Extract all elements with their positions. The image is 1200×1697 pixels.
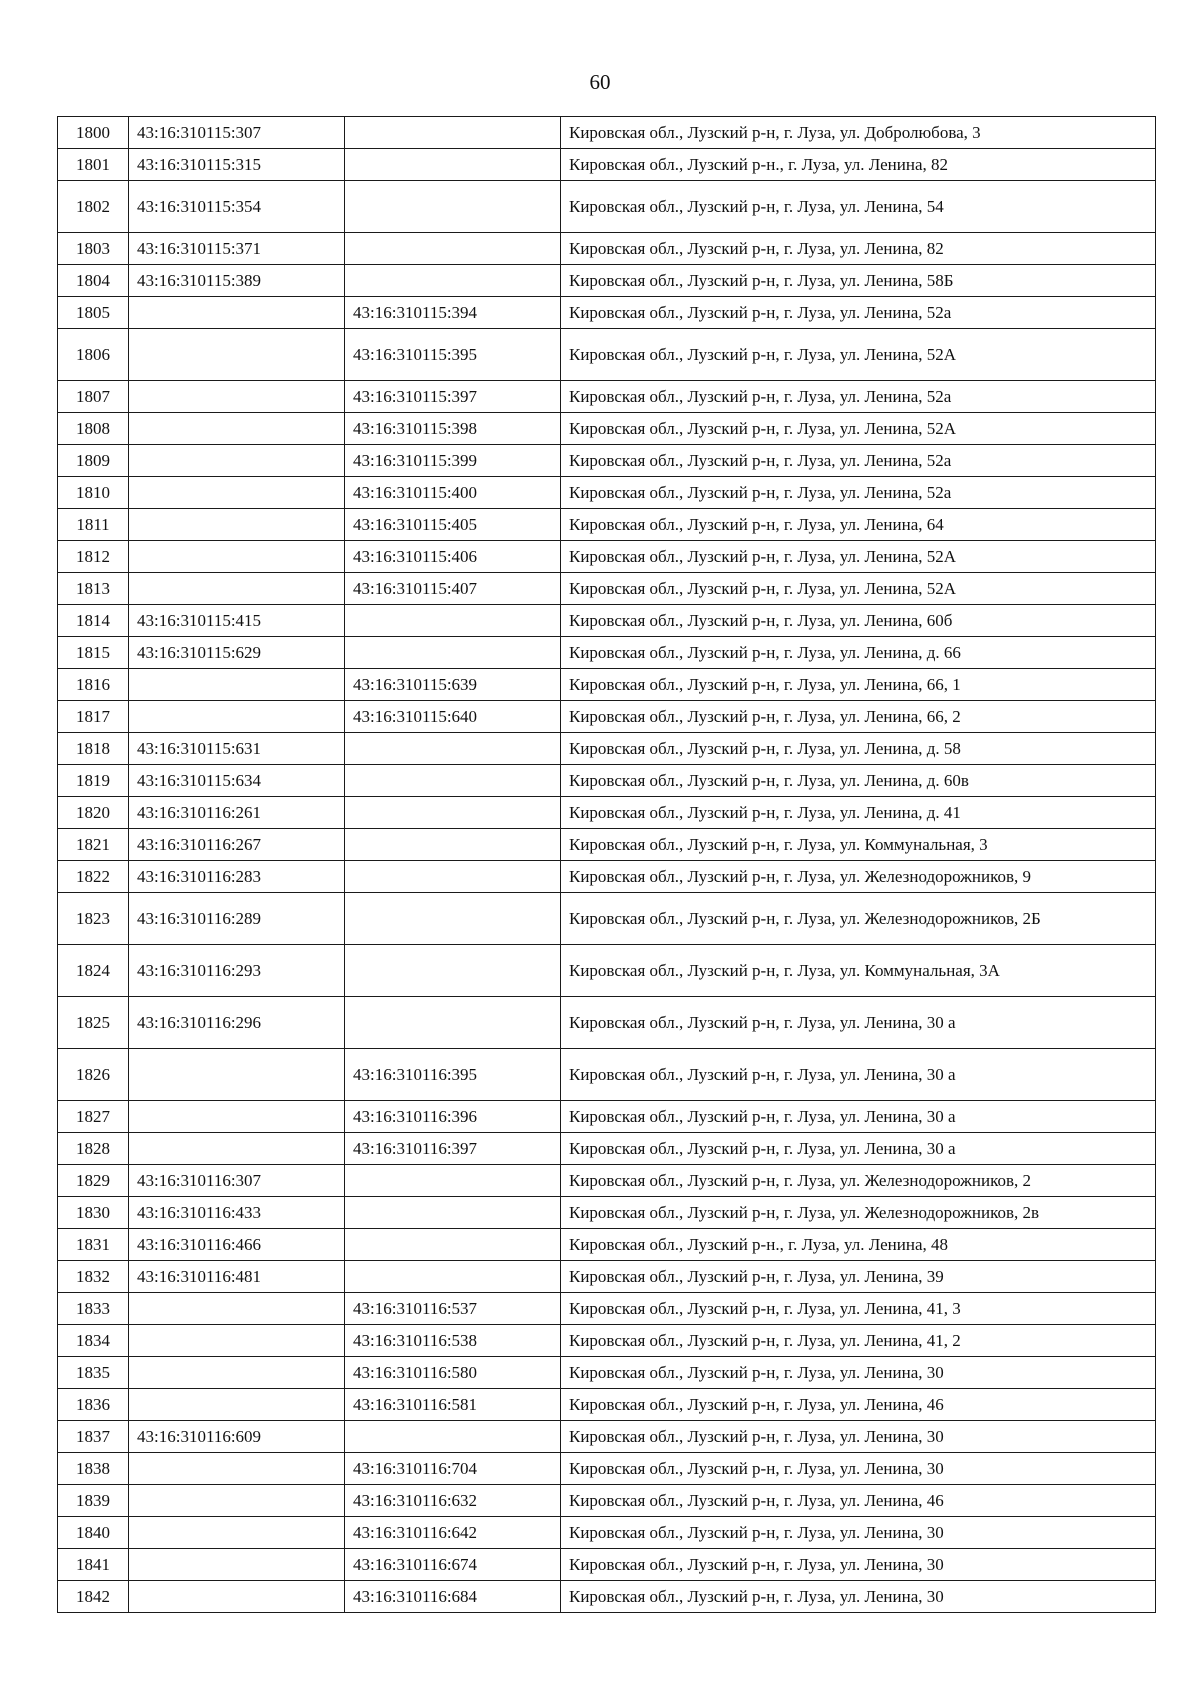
cadastral-number-cell: 43:16:310116:261 [129, 797, 345, 829]
cadastral-number-cell [129, 1049, 345, 1101]
cadastral-number-cell [129, 1549, 345, 1581]
row-number-cell: 1822 [58, 861, 129, 893]
address-cell: Кировская обл., Лузский р-н, г. Луза, ул. Ленина, 58Б [561, 265, 1156, 297]
row-number-cell: 1830 [58, 1197, 129, 1229]
address-cell: Кировская обл., Лузский р-н, г. Луза, ул. Ленина, д. 41 [561, 797, 1156, 829]
cadastral-number-cell [129, 445, 345, 477]
cadastral-number-cell [129, 413, 345, 445]
row-number-cell: 1827 [58, 1101, 129, 1133]
cadastral-number-cell: 43:16:310115:315 [129, 149, 345, 181]
cadastral-number-cell: 43:16:310116:481 [129, 1261, 345, 1293]
object-cadastral-number-cell: 43:16:310116:397 [345, 1133, 561, 1165]
row-number-cell: 1815 [58, 637, 129, 669]
row-number-cell: 1814 [58, 605, 129, 637]
address-cell: Кировская обл., Лузский р-н, г. Луза, ул. Ленина, д. 58 [561, 733, 1156, 765]
address-cell: Кировская обл., Лузский р-н, г. Луза, ул. Ленина, 30 [561, 1581, 1156, 1613]
cadastral-number-cell [129, 1389, 345, 1421]
table-row [58, 605, 1156, 637]
row-number-cell: 1836 [58, 1389, 129, 1421]
row-number-cell: 1835 [58, 1357, 129, 1389]
table-row [58, 233, 1156, 265]
table-row [58, 413, 1156, 445]
address-cell: Кировская обл., Лузский р-н, г. Луза, ул. Ленина, 30 [561, 1357, 1156, 1389]
object-cadastral-number-cell: 43:16:310115:407 [345, 573, 561, 605]
table-row [58, 797, 1156, 829]
object-cadastral-number-cell [345, 997, 561, 1049]
address-cell: Кировская обл., Лузский р-н, г. Луза, ул. Ленина, 30 [561, 1453, 1156, 1485]
row-number-cell: 1812 [58, 541, 129, 573]
table-row [58, 1229, 1156, 1261]
cadastral-number-cell [129, 1325, 345, 1357]
address-cell: Кировская обл., Лузский р-н, г. Луза, ул. Коммунальная, 3 [561, 829, 1156, 861]
row-number-cell: 1842 [58, 1581, 129, 1613]
cadastral-number-cell: 43:16:310116:267 [129, 829, 345, 861]
address-cell: Кировская обл., Лузский р-н, г. Луза, ул. Ленина, д. 66 [561, 637, 1156, 669]
table-row [58, 297, 1156, 329]
cadastral-number-cell [129, 509, 345, 541]
cadastral-number-cell [129, 477, 345, 509]
cadastral-number-cell: 43:16:310116:433 [129, 1197, 345, 1229]
row-number-cell: 1820 [58, 797, 129, 829]
cadastral-number-cell [129, 1293, 345, 1325]
row-number-cell: 1804 [58, 265, 129, 297]
address-cell: Кировская обл., Лузский р-н, г. Луза, ул. Ленина, 30 а [561, 1101, 1156, 1133]
cadastral-number-cell [129, 1581, 345, 1613]
table-row [58, 765, 1156, 797]
object-cadastral-number-cell [345, 117, 561, 149]
address-cell: Кировская обл., Лузский р-н, г. Луза, ул. Ленина, 52а [561, 445, 1156, 477]
row-number-cell: 1808 [58, 413, 129, 445]
address-cell: Кировская обл., Лузский р-н., г. Луза, ул. Ленина, 82 [561, 149, 1156, 181]
row-number-cell: 1803 [58, 233, 129, 265]
cadastral-number-cell [129, 1453, 345, 1485]
object-cadastral-number-cell: 43:16:310115:394 [345, 297, 561, 329]
object-cadastral-number-cell: 43:16:310116:580 [345, 1357, 561, 1389]
row-number-cell: 1833 [58, 1293, 129, 1325]
object-cadastral-number-cell: 43:16:310116:684 [345, 1581, 561, 1613]
object-cadastral-number-cell [345, 1261, 561, 1293]
object-cadastral-number-cell: 43:16:310115:639 [345, 669, 561, 701]
object-cadastral-number-cell [345, 861, 561, 893]
table-row [58, 573, 1156, 605]
table-row [58, 329, 1156, 381]
row-number-cell: 1817 [58, 701, 129, 733]
address-cell: Кировская обл., Лузский р-н, г. Луза, ул. Ленина, 52А [561, 541, 1156, 573]
cadastral-number-cell: 43:16:310115:354 [129, 181, 345, 233]
table-row [58, 1101, 1156, 1133]
object-cadastral-number-cell: 43:16:310115:398 [345, 413, 561, 445]
row-number-cell: 1805 [58, 297, 129, 329]
row-number-cell: 1807 [58, 381, 129, 413]
address-cell: Кировская обл., Лузский р-н, г. Луза, ул. Ленина, 46 [561, 1389, 1156, 1421]
table-row [58, 1517, 1156, 1549]
object-cadastral-number-cell: 43:16:310115:399 [345, 445, 561, 477]
cadastral-number-cell: 43:16:310116:307 [129, 1165, 345, 1197]
cadastral-number-cell: 43:16:310115:634 [129, 765, 345, 797]
cadastral-number-cell [129, 1357, 345, 1389]
address-cell: Кировская обл., Лузский р-н, г. Луза, ул. Ленина, д. 60в [561, 765, 1156, 797]
cadastral-number-cell [129, 701, 345, 733]
object-cadastral-number-cell: 43:16:310115:406 [345, 541, 561, 573]
address-cell: Кировская обл., Лузский р-н, г. Луза, ул. Ленина, 52а [561, 381, 1156, 413]
address-cell: Кировская обл., Лузский р-н, г. Луза, ул. Ленина, 30 а [561, 997, 1156, 1049]
cadastral-number-cell [129, 381, 345, 413]
address-cell: Кировская обл., Лузский р-н, г. Луза, ул. Ленина, 66, 2 [561, 701, 1156, 733]
cadastral-number-cell [129, 1133, 345, 1165]
object-cadastral-number-cell: 43:16:310116:632 [345, 1485, 561, 1517]
object-cadastral-number-cell: 43:16:310116:704 [345, 1453, 561, 1485]
cadastral-number-cell: 43:16:310115:415 [129, 605, 345, 637]
address-cell: Кировская обл., Лузский р-н, г. Луза, ул. Ленина, 60б [561, 605, 1156, 637]
table-row [58, 997, 1156, 1049]
table-row [58, 1133, 1156, 1165]
cadastral-number-cell [129, 329, 345, 381]
object-cadastral-number-cell [345, 265, 561, 297]
cadastral-number-cell [129, 573, 345, 605]
cadastral-number-cell: 43:16:310115:631 [129, 733, 345, 765]
object-cadastral-number-cell: 43:16:310116:537 [345, 1293, 561, 1325]
cadastral-number-cell: 43:16:310116:466 [129, 1229, 345, 1261]
page-number: 60 [589, 70, 611, 94]
object-cadastral-number-cell [345, 829, 561, 861]
registry-table-body [58, 117, 1156, 1613]
cadastral-number-cell: 43:16:310116:609 [129, 1421, 345, 1453]
table-row [58, 861, 1156, 893]
table-row [58, 637, 1156, 669]
row-number-cell: 1802 [58, 181, 129, 233]
row-number-cell: 1819 [58, 765, 129, 797]
object-cadastral-number-cell [345, 1421, 561, 1453]
cadastral-number-cell: 43:16:310116:283 [129, 861, 345, 893]
table-row [58, 669, 1156, 701]
table-row [58, 1197, 1156, 1229]
table-row [58, 265, 1156, 297]
address-cell: Кировская обл., Лузский р-н, г. Луза, ул. Ленина, 66, 1 [561, 669, 1156, 701]
row-number-cell: 1829 [58, 1165, 129, 1197]
row-number-cell: 1809 [58, 445, 129, 477]
row-number-cell: 1838 [58, 1453, 129, 1485]
table-row [58, 1389, 1156, 1421]
table-row [58, 893, 1156, 945]
object-cadastral-number-cell: 43:16:310115:640 [345, 701, 561, 733]
address-cell: Кировская обл., Лузский р-н, г. Луза, ул. Ленина, 30 [561, 1421, 1156, 1453]
cadastral-number-cell: 43:16:310116:296 [129, 997, 345, 1049]
row-number-cell: 1813 [58, 573, 129, 605]
table-row [58, 445, 1156, 477]
table-row [58, 1325, 1156, 1357]
row-number-cell: 1811 [58, 509, 129, 541]
object-cadastral-number-cell [345, 1197, 561, 1229]
address-cell: Кировская обл., Лузский р-н, г. Луза, ул. Железнодорожников, 2Б [561, 893, 1156, 945]
object-cadastral-number-cell: 43:16:310116:642 [345, 1517, 561, 1549]
table-row [58, 477, 1156, 509]
address-cell: Кировская обл., Лузский р-н, г. Луза, ул. Ленина, 30 [561, 1549, 1156, 1581]
table-row [58, 1581, 1156, 1613]
address-cell: Кировская обл., Лузский р-н, г. Луза, ул. Ленина, 41, 3 [561, 1293, 1156, 1325]
object-cadastral-number-cell: 43:16:310116:396 [345, 1101, 561, 1133]
object-cadastral-number-cell: 43:16:310116:674 [345, 1549, 561, 1581]
object-cadastral-number-cell [345, 1229, 561, 1261]
row-number-cell: 1839 [58, 1485, 129, 1517]
address-cell: Кировская обл., Лузский р-н, г. Луза, ул. Ленина, 30 [561, 1517, 1156, 1549]
table-row [58, 1357, 1156, 1389]
address-cell: Кировская обл., Лузский р-н, г. Луза, ул. Ленина, 52А [561, 413, 1156, 445]
table-row [58, 381, 1156, 413]
object-cadastral-number-cell: 43:16:310116:395 [345, 1049, 561, 1101]
object-cadastral-number-cell: 43:16:310115:400 [345, 477, 561, 509]
row-number-cell: 1801 [58, 149, 129, 181]
table-row [58, 1453, 1156, 1485]
table-row [58, 701, 1156, 733]
row-number-cell: 1806 [58, 329, 129, 381]
cadastral-number-cell [129, 297, 345, 329]
cadastral-number-cell: 43:16:310115:629 [129, 637, 345, 669]
address-cell: Кировская обл., Лузский р-н, г. Луза, ул. Железнодорожников, 2 [561, 1165, 1156, 1197]
object-cadastral-number-cell [345, 733, 561, 765]
object-cadastral-number-cell: 43:16:310115:405 [345, 509, 561, 541]
cadastral-number-cell [129, 1101, 345, 1133]
row-number-cell: 1840 [58, 1517, 129, 1549]
address-cell: Кировская обл., Лузский р-н, г. Луза, ул. Ленина, 64 [561, 509, 1156, 541]
registry-table [57, 116, 1156, 1613]
cadastral-number-cell: 43:16:310115:371 [129, 233, 345, 265]
object-cadastral-number-cell [345, 893, 561, 945]
address-cell: Кировская обл., Лузский р-н., г. Луза, ул. Ленина, 48 [561, 1229, 1156, 1261]
row-number-cell: 1841 [58, 1549, 129, 1581]
row-number-cell: 1837 [58, 1421, 129, 1453]
table-row [58, 181, 1156, 233]
address-cell: Кировская обл., Лузский р-н, г. Луза, ул. Ленина, 46 [561, 1485, 1156, 1517]
table-row [58, 1165, 1156, 1197]
cadastral-number-cell: 43:16:310116:289 [129, 893, 345, 945]
cadastral-number-cell [129, 1517, 345, 1549]
address-cell: Кировская обл., Лузский р-н, г. Луза, ул. Ленина, 54 [561, 181, 1156, 233]
address-cell: Кировская обл., Лузский р-н, г. Луза, ул. Ленина, 52А [561, 573, 1156, 605]
row-number-cell: 1824 [58, 945, 129, 997]
address-cell: Кировская обл., Лузский р-н, г. Луза, ул. Ленина, 52А [561, 329, 1156, 381]
address-cell: Кировская обл., Лузский р-н, г. Луза, ул. Ленина, 41, 2 [561, 1325, 1156, 1357]
row-number-cell: 1831 [58, 1229, 129, 1261]
object-cadastral-number-cell [345, 149, 561, 181]
object-cadastral-number-cell [345, 945, 561, 997]
row-number-cell: 1825 [58, 997, 129, 1049]
cadastral-number-cell [129, 1485, 345, 1517]
row-number-cell: 1821 [58, 829, 129, 861]
address-cell: Кировская обл., Лузский р-н, г. Луза, ул. Ленина, 82 [561, 233, 1156, 265]
object-cadastral-number-cell [345, 637, 561, 669]
cadastral-number-cell: 43:16:310116:293 [129, 945, 345, 997]
row-number-cell: 1823 [58, 893, 129, 945]
table-row [58, 149, 1156, 181]
row-number-cell: 1800 [58, 117, 129, 149]
row-number-cell: 1818 [58, 733, 129, 765]
table-row [58, 1549, 1156, 1581]
address-cell: Кировская обл., Лузский р-н, г. Луза, ул. Ленина, 52а [561, 477, 1156, 509]
table-row [58, 733, 1156, 765]
object-cadastral-number-cell [345, 233, 561, 265]
address-cell: Кировская обл., Лузский р-н, г. Луза, ул. Ленина, 39 [561, 1261, 1156, 1293]
object-cadastral-number-cell [345, 181, 561, 233]
row-number-cell: 1832 [58, 1261, 129, 1293]
table-row [58, 117, 1156, 149]
object-cadastral-number-cell: 43:16:310115:397 [345, 381, 561, 413]
table-row [58, 1485, 1156, 1517]
address-cell: Кировская обл., Лузский р-н, г. Луза, ул. Ленина, 52а [561, 297, 1156, 329]
cadastral-number-cell [129, 541, 345, 573]
object-cadastral-number-cell [345, 765, 561, 797]
address-cell: Кировская обл., Лузский р-н, г. Луза, ул. Ленина, 30 а [561, 1049, 1156, 1101]
row-number-cell: 1826 [58, 1049, 129, 1101]
cadastral-number-cell: 43:16:310115:389 [129, 265, 345, 297]
row-number-cell: 1834 [58, 1325, 129, 1357]
row-number-cell: 1810 [58, 477, 129, 509]
table-row [58, 945, 1156, 997]
address-cell: Кировская обл., Лузский р-н, г. Луза, ул. Железнодорожников, 2в [561, 1197, 1156, 1229]
row-number-cell: 1816 [58, 669, 129, 701]
table-row [58, 541, 1156, 573]
address-cell: Кировская обл., Лузский р-н, г. Луза, ул. Коммунальная, 3А [561, 945, 1156, 997]
object-cadastral-number-cell: 43:16:310116:581 [345, 1389, 561, 1421]
table-row [58, 1421, 1156, 1453]
address-cell: Кировская обл., Лузский р-н, г. Луза, ул. Добролюбова, 3 [561, 117, 1156, 149]
table-row [58, 509, 1156, 541]
cadastral-number-cell [129, 669, 345, 701]
object-cadastral-number-cell [345, 605, 561, 637]
table-row [58, 829, 1156, 861]
object-cadastral-number-cell [345, 1165, 561, 1197]
object-cadastral-number-cell: 43:16:310115:395 [345, 329, 561, 381]
object-cadastral-number-cell: 43:16:310116:538 [345, 1325, 561, 1357]
object-cadastral-number-cell [345, 797, 561, 829]
cadastral-number-cell: 43:16:310115:307 [129, 117, 345, 149]
row-number-cell: 1828 [58, 1133, 129, 1165]
table-row [58, 1261, 1156, 1293]
address-cell: Кировская обл., Лузский р-н, г. Луза, ул. Железнодорожников, 9 [561, 861, 1156, 893]
address-cell: Кировская обл., Лузский р-н, г. Луза, ул. Ленина, 30 а [561, 1133, 1156, 1165]
table-row [58, 1293, 1156, 1325]
table-row [58, 1049, 1156, 1101]
